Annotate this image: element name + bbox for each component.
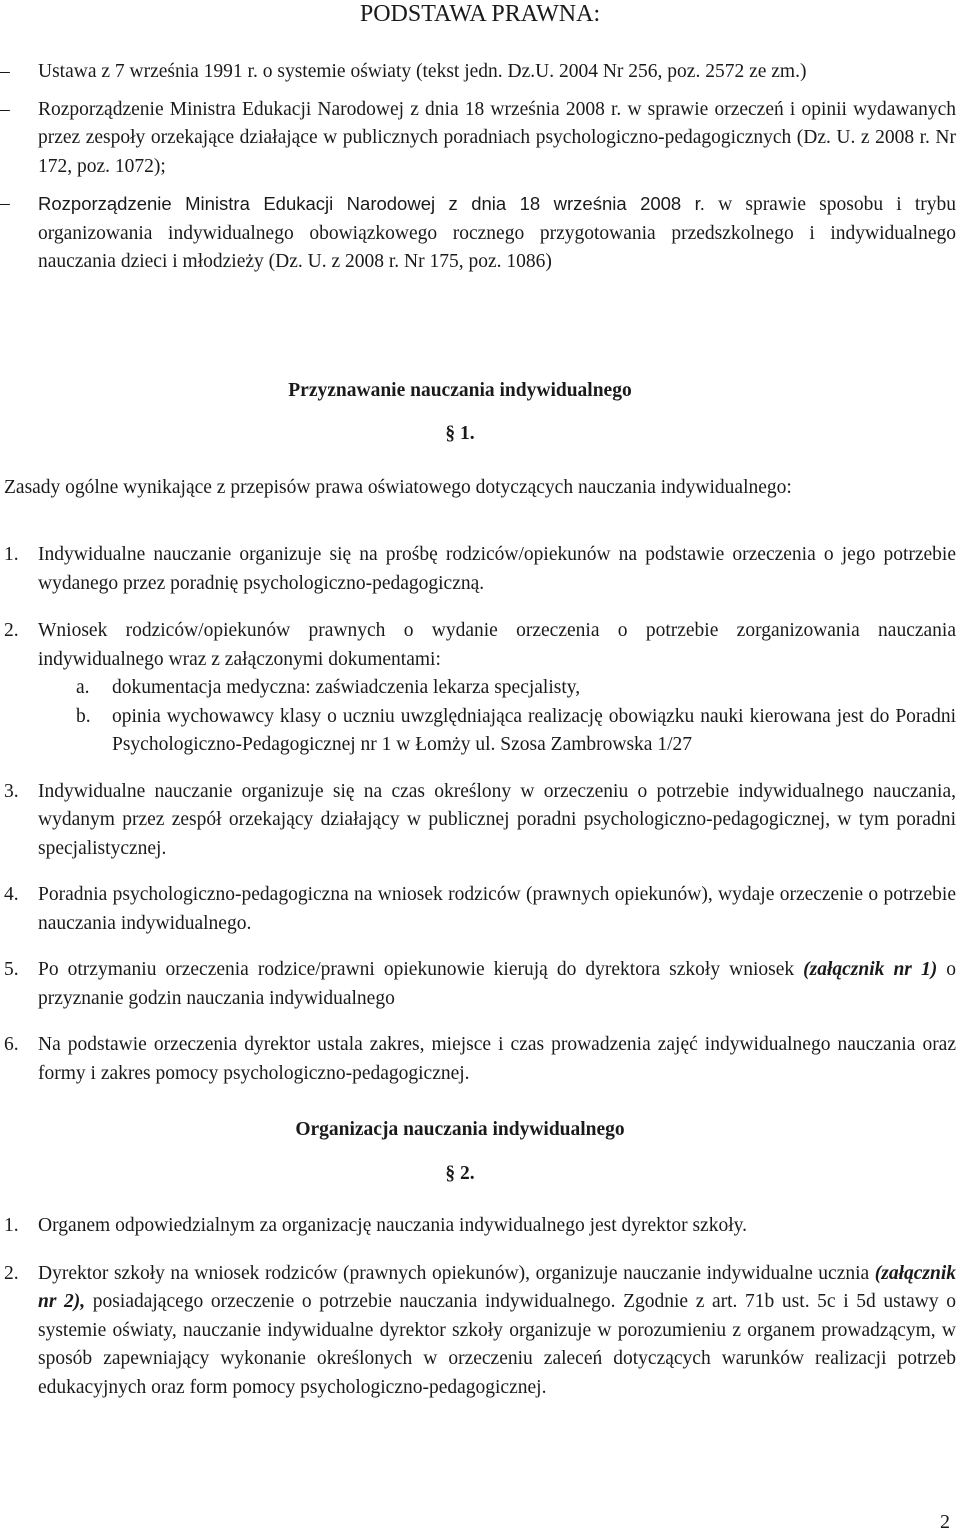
section-2-number: § 2. xyxy=(445,1163,475,1184)
section-2-title: Organizacja nauczania indywidualnego xyxy=(295,1119,625,1140)
list-item xyxy=(0,1260,956,1403)
section-1-number: § 1. xyxy=(445,423,475,444)
section-1-title: Przyznawanie nauczania indywidualnego xyxy=(288,380,632,401)
legal-basis-text: Rozporządzenie Ministra Edukacji Narodowej z dnia 18 września 2008 r. w sprawie orzeczeń i opinii wydawanych przez zespoły orzekające działające w publicznych poradniach psychologiczno-pedagogicznych (Dz. U. z 2008 r. Nr 172, poz. 1072); xyxy=(38,98,956,177)
list-number: 6. xyxy=(4,1034,19,1055)
list-item-text-cont: posiadającego orzeczenie o potrzebie nauczania indywidualnego. Zgodnie z art. 71b ust. 5c i 5d ustawy o systemie oświaty, nauczanie indywidualne dyrektor szkoły organizuje w porozumieniu z organem prowadzącym, w sposób zapewniający wykonanie określonych w orzeczeniu zaleceń dotyczących warunków realizacji potrzeb edukacyjnych oraz form pomocy psychologiczno-pedagogicznej. xyxy=(38,1291,956,1398)
list-item-text: Na podstawie orzeczenia dyrektor ustala zakres, miejsce i czas prowadzenia zajęć indywidualnego nauczania oraz formy i zakres pomocy psychologiczno-pedagogicznej. xyxy=(38,1034,956,1084)
list-item-text: Indywidualne nauczanie organizuje się na prośbę rodziców/opiekunów na podstawie orzeczenia o jego potrzebie wydanego przez poradnię psychologiczno-pedagogiczną. xyxy=(38,544,956,594)
legal-basis-text-cont: w sprawie sposobu i trybu organizowania indywidualnego obowiązkowego rocznego przygotowania przedszkolnego i indywidualnego nauczania dzieci i młodzieży (Dz. U. z 2008 r. Nr 175, poz. 1086) xyxy=(38,194,956,272)
list-item-text-cont: o przyznanie godzin nauczania indywidualnego xyxy=(38,959,956,1009)
page-title: PODSTAWA PRAWNA: xyxy=(359,1,601,27)
legal-basis-item xyxy=(0,190,956,277)
list-number: 1. xyxy=(4,1215,19,1236)
list-item xyxy=(0,1031,956,1088)
legal-basis-text: Rozporządzenie Ministra Edukacji Narodowej z dnia 18 września 2008 r. xyxy=(38,193,705,214)
list-item xyxy=(0,1212,956,1241)
list-item xyxy=(0,881,956,938)
dash-bullet: – xyxy=(0,193,10,214)
list-number: 5. xyxy=(4,959,19,980)
sub-list-item xyxy=(0,703,956,760)
section-1-list xyxy=(0,541,960,1097)
section-1-intro: Zasady ogólne wynikające z przepisów prawa oświatowego dotyczących nauczania indywidualnego: xyxy=(4,477,792,498)
list-item xyxy=(0,617,956,760)
list-number: 1. xyxy=(4,544,19,565)
list-item-text: Po otrzymaniu orzeczenia rodzice/prawni opiekunowie kierują do dyrektora szkoły wniosek xyxy=(38,959,804,980)
legal-basis-list xyxy=(0,58,960,286)
list-item-text: Poradnia psychologiczno-pedagogiczna na wniosek rodziców (prawnych opiekunów), wydaje orzeczenie o potrzebie nauczania indywidualnego. xyxy=(38,884,956,934)
list-number: 3. xyxy=(4,780,19,802)
page-number: 2 xyxy=(940,1511,950,1533)
list-item xyxy=(0,541,956,598)
list-item xyxy=(0,956,956,1013)
list-number: 4. xyxy=(4,884,19,905)
sub-list-letter: a. xyxy=(76,677,90,698)
legal-basis-text: Ustawa z 7 września 1991 r. o systemie oświaty (tekst jedn. Dz.U. 2004 Nr 256, poz. 2572 ze zm.) xyxy=(38,61,807,82)
annex-reference: (załącznik nr 1) xyxy=(803,959,938,980)
sub-list xyxy=(38,674,956,760)
list-number: 2. xyxy=(4,620,19,641)
legal-basis-item xyxy=(0,96,956,182)
sub-list-text: dokumentacja medyczna: zaświadczenia lekarza specjalisty, xyxy=(112,677,581,698)
sub-list-text: opinia wychowawcy klasy o uczniu uwzględniająca realizację obowiązku nauki kierowana jest do Poradni Psychologiczno-Pedagogicznej nr 1 w Łomży ul. Szosa Zambrowska 1/27 xyxy=(112,705,956,755)
annex-reference: (załącznik nr 2), xyxy=(38,1262,956,1312)
list-item xyxy=(0,778,956,864)
list-number: 2. xyxy=(4,1262,19,1284)
list-item-text: Wniosek rodziców/opiekunów prawnych o wydanie orzeczenia o potrzebie zorganizowania nauczania indywidualnego wraz z załączonymi dokumentami: xyxy=(38,620,956,670)
list-item-text: Dyrektor szkoły na wniosek rodziców (prawnych opiekunów), organizuje nauczanie indywidualne ucznia xyxy=(38,1262,875,1284)
list-item-text: Organem odpowiedzialnym za organizację nauczania indywidualnego jest dyrektor szkoły. xyxy=(38,1215,747,1236)
sub-list-letter: b. xyxy=(76,705,91,727)
section-2-list xyxy=(0,1212,960,1411)
list-item-text: Indywidualne nauczanie organizuje się na czas określony w orzeczeniu o potrzebie indywidualnego nauczania, wydanym przez zespół orzekający działający w publicznej poradni psychologiczno-pedagogicznej, w tym poradni specjalistycznej. xyxy=(38,780,956,859)
sub-list-item xyxy=(0,674,956,703)
legal-basis-item xyxy=(0,58,956,87)
dash-bullet: – xyxy=(0,98,10,120)
dash-bullet: – xyxy=(0,61,10,82)
